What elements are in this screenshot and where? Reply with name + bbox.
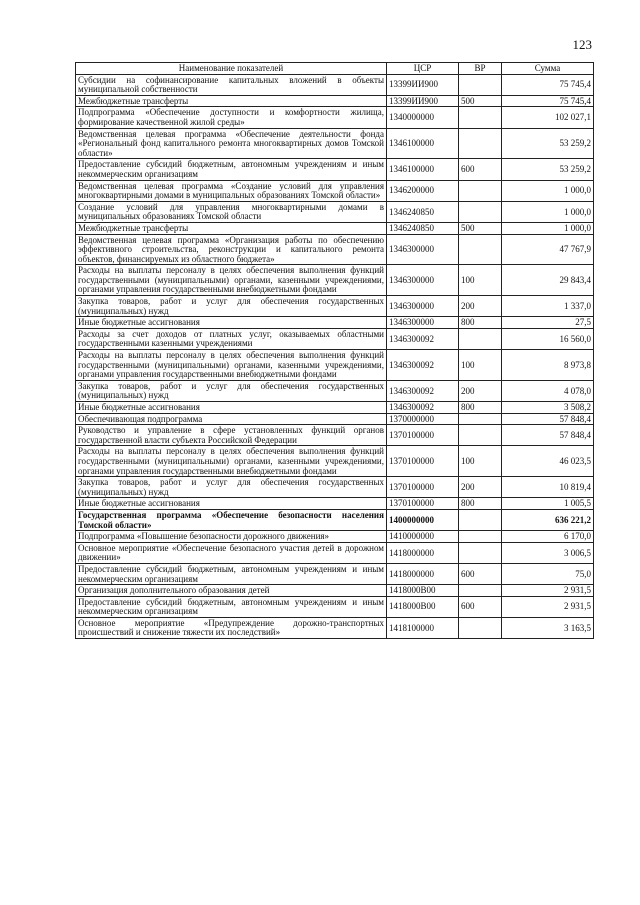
row-sum: 1 000,0 (502, 201, 594, 222)
row-vr (459, 542, 502, 563)
row-name: Государственная программа «Обеспечение безопасности населения Томской области» (76, 509, 387, 530)
table-header-row (76, 63, 594, 75)
row-name: Предоставление субсидий бюджетным, автономным учреждениям и иным некоммерческим организациям (76, 563, 387, 584)
row-csr: 1370000000 (387, 413, 459, 425)
row-sum: 75,0 (502, 563, 594, 584)
row-name: Закупка товаров, работ и услуг для обеспечения государственных (муниципальных) нужд (76, 296, 387, 317)
table-row (76, 446, 594, 477)
row-vr (459, 128, 502, 159)
row-sum: 29 843,4 (502, 265, 594, 296)
row-csr: 1370100000 (387, 446, 459, 477)
row-name: Подпрограмма «Обеспечение доступности и комфортности жилища, формирование качественной жилой среды» (76, 107, 387, 128)
header-vr: ВР (459, 63, 502, 75)
row-csr: 13399ИИ900 (387, 95, 459, 107)
row-vr (459, 509, 502, 530)
row-csr: 1418000000 (387, 563, 459, 584)
row-vr: 800 (459, 402, 502, 414)
row-name: Межбюджетные трансферты (76, 95, 387, 107)
row-csr: 1346100000 (387, 128, 459, 159)
row-sum: 1 005,5 (502, 498, 594, 510)
row-csr: 1346300000 (387, 317, 459, 329)
row-vr: 600 (459, 596, 502, 617)
row-name: Подпрограмма «Повышение безопасности дорожного движения» (76, 531, 387, 543)
row-csr: 1346200000 (387, 180, 459, 201)
table-body (76, 74, 594, 638)
row-name: Ведомственная целевая программа «Создание условий для управления многоквартирными домами в муниципальных образованиях Томской области» (76, 180, 387, 201)
row-name: Основное мероприятие «Предупреждение дорожно-транспортных происшествий и снижение тяжести их последствий» (76, 617, 387, 638)
table-row (76, 74, 594, 95)
row-vr (459, 328, 502, 349)
row-vr (459, 201, 502, 222)
row-name: Расходы на выплаты персоналу в целях обеспечения выполнения функций государственными (муниципальными) органами, казенными учреждениями, органами управления государственными внебюджетными фондами (76, 446, 387, 477)
row-name: Предоставление субсидий бюджетным, автономным учреждениям и иным некоммерческим организациям (76, 159, 387, 180)
row-sum: 102 027,1 (502, 107, 594, 128)
row-csr: 1370100000 (387, 477, 459, 498)
table-row (76, 509, 594, 530)
row-csr: 1346240850 (387, 201, 459, 222)
row-name: Предоставление субсидий бюджетным, автономным учреждениям и иным некоммерческим организациям (76, 596, 387, 617)
row-vr (459, 531, 502, 543)
row-vr (459, 74, 502, 95)
table-row (76, 265, 594, 296)
table-row (76, 317, 594, 329)
table-row (76, 350, 594, 381)
row-csr: 1346300092 (387, 350, 459, 381)
row-csr: 1370100000 (387, 498, 459, 510)
table-row (76, 402, 594, 414)
row-csr: 1418100000 (387, 617, 459, 638)
row-sum: 27,5 (502, 317, 594, 329)
row-csr: 1346300000 (387, 265, 459, 296)
row-csr: 1370100000 (387, 425, 459, 446)
header-sum: Сумма (502, 63, 594, 75)
row-name: Субсидии на софинансирование капитальных вложений в объекты муниципальной собственности (76, 74, 387, 95)
row-csr: 1346100000 (387, 159, 459, 180)
row-csr: 1346300000 (387, 234, 459, 265)
row-name: Основное мероприятие «Обеспечение безопасного участия детей в дорожном движении» (76, 542, 387, 563)
row-csr: 13399ИИ900 (387, 74, 459, 95)
row-name: Иные бюджетные ассигнования (76, 498, 387, 510)
row-name: Иные бюджетные ассигнования (76, 317, 387, 329)
table-row (76, 328, 594, 349)
header-name: Наименование показателей (76, 63, 387, 75)
row-sum: 57 848,4 (502, 413, 594, 425)
row-csr: 1410000000 (387, 531, 459, 543)
row-sum: 6 170,0 (502, 531, 594, 543)
row-vr (459, 234, 502, 265)
row-sum: 46 023,5 (502, 446, 594, 477)
table-row (76, 159, 594, 180)
row-sum: 8 973,8 (502, 350, 594, 381)
table-row (76, 128, 594, 159)
row-vr: 200 (459, 296, 502, 317)
row-csr: 1340000000 (387, 107, 459, 128)
row-name: Закупка товаров, работ и услуг для обеспечения государственных (муниципальных) нужд (76, 380, 387, 401)
table-row (76, 596, 594, 617)
table-row (76, 107, 594, 128)
row-sum: 47 767,9 (502, 234, 594, 265)
table-row (76, 617, 594, 638)
row-sum: 2 931,5 (502, 585, 594, 597)
row-name: Организация дополнительного образования детей (76, 585, 387, 597)
row-csr: 1400000000 (387, 509, 459, 530)
row-vr: 800 (459, 317, 502, 329)
row-sum: 53 259,2 (502, 128, 594, 159)
row-csr: 1418000В00 (387, 585, 459, 597)
row-sum: 3 508,2 (502, 402, 594, 414)
row-name: Ведомственная целевая программа «Обеспечение деятельности фонда «Региональный фонд капитального ремонта многоквартирных домов Томской области» (76, 128, 387, 159)
table-row (76, 563, 594, 584)
row-sum: 53 259,2 (502, 159, 594, 180)
row-name: Руководство и управление в сфере установленных функций органов государственной власти субъекта Российской Федерации (76, 425, 387, 446)
row-vr: 100 (459, 265, 502, 296)
row-name: Закупка товаров, работ и услуг для обеспечения государственных (муниципальных) нужд (76, 477, 387, 498)
row-csr: 1346300092 (387, 402, 459, 414)
row-csr: 1346300092 (387, 328, 459, 349)
row-csr: 1346240850 (387, 222, 459, 234)
row-vr: 600 (459, 159, 502, 180)
row-name: Создание условий для управления многоквартирными домами в муниципальных образованиях Томской области (76, 201, 387, 222)
row-vr: 200 (459, 477, 502, 498)
row-name: Расходы на выплаты персоналу в целях обеспечения выполнения функций государственными (муниципальными) органами, казенными учреждениями, органами управления государственными внебюджетными фондами (76, 265, 387, 296)
row-name: Иные бюджетные ассигнования (76, 402, 387, 414)
budget-table (75, 62, 594, 639)
row-name: Расходы за счет доходов от платных услуг, оказываемых областными государственными казенными учреждениями (76, 328, 387, 349)
row-sum: 3 163,5 (502, 617, 594, 638)
table-row (76, 542, 594, 563)
table-row (76, 498, 594, 510)
row-vr: 200 (459, 380, 502, 401)
row-csr: 1346300000 (387, 296, 459, 317)
row-csr: 1418000000 (387, 542, 459, 563)
row-vr: 500 (459, 222, 502, 234)
row-vr (459, 617, 502, 638)
row-vr (459, 180, 502, 201)
row-vr: 800 (459, 498, 502, 510)
row-sum: 75 745,4 (502, 95, 594, 107)
row-name: Межбюджетные трансферты (76, 222, 387, 234)
row-vr (459, 585, 502, 597)
header-csr: ЦСР (387, 63, 459, 75)
table-row (76, 531, 594, 543)
row-sum: 1 000,0 (502, 180, 594, 201)
table-row (76, 201, 594, 222)
row-sum: 57 848,4 (502, 425, 594, 446)
row-csr: 1418000В00 (387, 596, 459, 617)
row-sum: 636 221,2 (502, 509, 594, 530)
table-row (76, 296, 594, 317)
row-name: Ведомственная целевая программа «Организация работы по обеспечению эффективного строительства, реконструкции и капитального ремонта объектов, финансируемых из областного бюджета» (76, 234, 387, 265)
table-row (76, 222, 594, 234)
row-sum: 16 560,0 (502, 328, 594, 349)
row-vr: 100 (459, 446, 502, 477)
row-vr (459, 425, 502, 446)
row-sum: 75 745,4 (502, 74, 594, 95)
row-sum: 3 006,5 (502, 542, 594, 563)
row-sum: 1 337,0 (502, 296, 594, 317)
row-sum: 10 819,4 (502, 477, 594, 498)
table-row (76, 234, 594, 265)
page-number: 123 (572, 37, 592, 52)
row-vr (459, 107, 502, 128)
row-name: Обеспечивающая подпрограмма (76, 413, 387, 425)
table-row (76, 425, 594, 446)
table-row (76, 95, 594, 107)
table-row (76, 585, 594, 597)
row-vr: 100 (459, 350, 502, 381)
row-sum: 1 000,0 (502, 222, 594, 234)
table-row (76, 380, 594, 401)
row-sum: 2 931,5 (502, 596, 594, 617)
table-row (76, 413, 594, 425)
row-vr: 500 (459, 95, 502, 107)
row-name: Расходы на выплаты персоналу в целях обеспечения выполнения функций государственными (муниципальными) органами, казенными учреждениями, органами управления государственными внебюджетными фондами (76, 350, 387, 381)
table-row (76, 180, 594, 201)
row-csr: 1346300092 (387, 380, 459, 401)
row-sum: 4 078,0 (502, 380, 594, 401)
row-vr: 600 (459, 563, 502, 584)
row-vr (459, 413, 502, 425)
table-row (76, 477, 594, 498)
